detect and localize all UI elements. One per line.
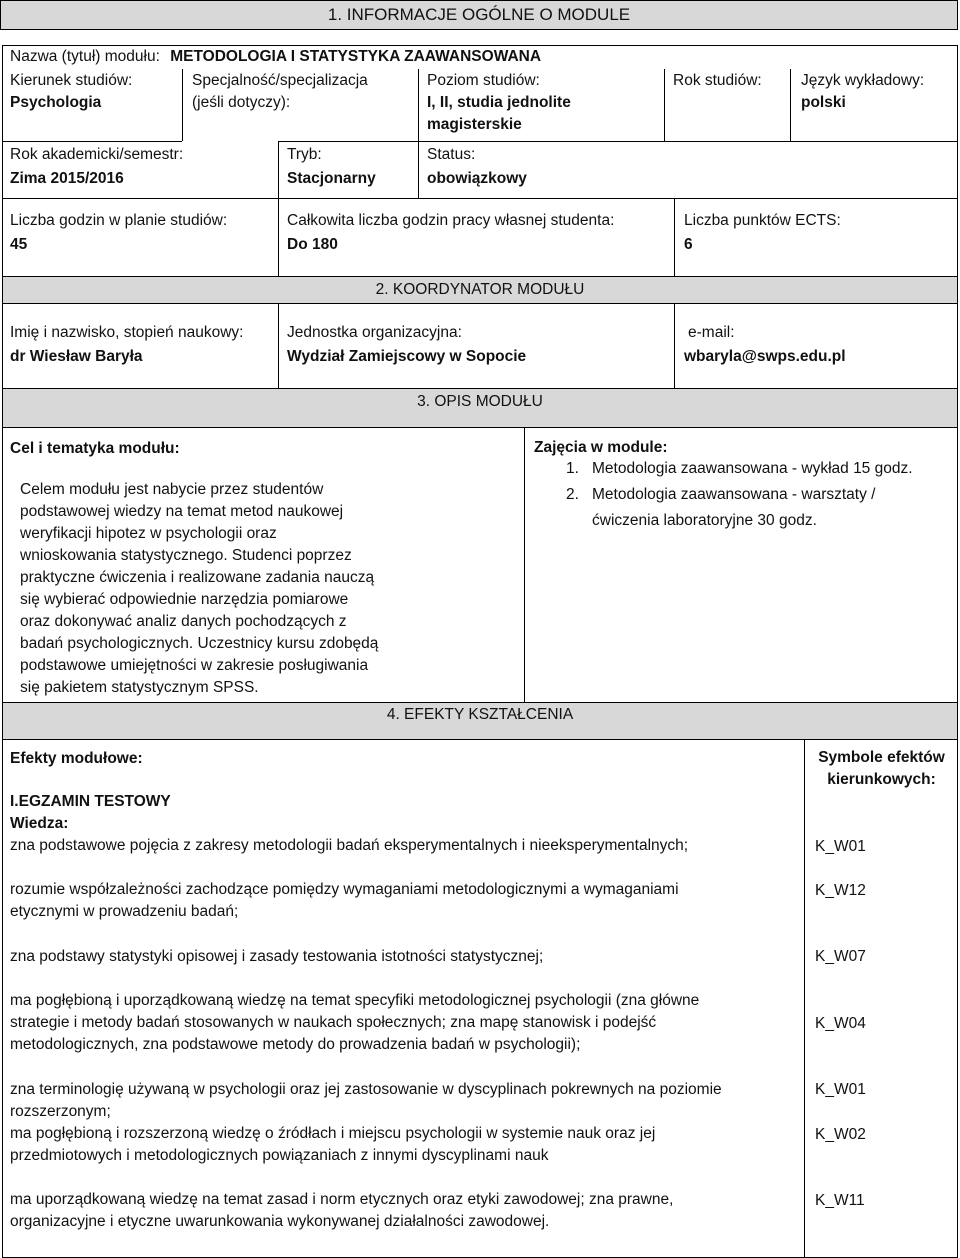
effect-symbol: K_W12 [815,882,866,899]
cel-line: weryfikacji hipotez w psychologii oraz [20,525,277,542]
zajecia-item [566,458,913,480]
poziom-cell [427,70,571,136]
status-label: Status: [427,146,476,163]
cel-label: Cel i tematyka modułu: [10,440,180,457]
poziom-value-cont: magisterskie [427,116,522,133]
module-name-value: METODOLOGIA I STATYSTYKA ZAAWANSOWANA [170,48,542,65]
zajecia-num: 1. [566,460,579,477]
effect-line: zna podstawowe pojęcia z zakresy metodologii badań eksperymentalnych i nieeksperymentalnych; [10,837,689,854]
coordinator-email-label: e-mail: [688,324,735,341]
cel-line: podstawowej wiedzy na temat metod naukowej [20,503,344,520]
praca-label: Całkowita liczba godzin pracy własnej studenta: [287,212,615,229]
cel-line: Celem modułu jest nabycie przez studentów [20,481,324,498]
cel-line: praktyczne ćwiczenia i realizowane zadania nauczą [20,569,375,586]
kierunek-value: Psychologia [10,94,102,111]
effect-line: zna podstawy statystyki opisowej i zasady testowania istotności statystycznej; [10,948,544,965]
jezyk-label: Język wykładowy: [801,72,925,89]
effect-item [10,1123,655,1167]
specjalnosc-label-note: (jeśli dotyczy): [192,94,291,111]
effect-item [10,1189,673,1233]
section-3-header [2,388,958,428]
divider [790,69,791,142]
effect-line: przedmiotowych i metodologicznych powiązaniach z innymi dyscyplinami nauk [10,1147,549,1164]
godziny-value: 45 [10,236,28,253]
ects-cell [684,210,841,256]
zajecia-label: Zajęcia w module: [534,439,668,456]
effect-line: ma uporządkowaną wiedzę na temat zasad i norm etycznych oraz etyki zawodowej; zna prawne, [10,1191,674,1208]
section-1-header [0,0,958,30]
effect-line: rozumie współzależności zachodzące pomiędzy wymaganiami metodologicznymi a wymaganiami [10,881,679,898]
cel-line: się pakietem statystycznym SPSS. [20,679,259,696]
status-value: obowiązkowy [427,170,527,187]
zajecia-num: 2. [566,486,579,503]
section-1-title: 1. INFORMACJE OGÓLNE O MODULE [327,5,631,24]
cel-text [20,479,378,699]
tryb-label: Tryb: [287,146,322,163]
ects-label: Liczba punktów ECTS: [684,212,841,229]
divider [804,739,805,1258]
divider [182,69,183,141]
rok-akad-cell [10,144,183,190]
egzamin-heading: I.EGZAMIN TESTOWY [10,793,171,810]
zajecia-text: Metodologia zaawansowana - warsztaty / [592,486,876,503]
status-cell [427,144,527,190]
effect-line: strategie i metody badań stosowanych w naukach społecznych; zna mapę stanowisk i podejść [10,1014,657,1031]
kierunek-cell [10,70,132,114]
divider [524,427,525,703]
effect-line: rozszerzonym; [10,1103,111,1120]
divider [278,303,279,389]
symbole-label-line: Symbole efektów [818,749,945,766]
jezyk-cell [801,70,924,114]
effect-symbol: K_W02 [815,1126,866,1143]
effect-item [10,990,699,1056]
section-4-header [2,702,958,740]
cel-line: podstawowe umiejętności w zakresie posługiwania [20,657,369,674]
cel-line: badań psychologicznych. Uczestnicy kursu zdobędą [20,635,379,652]
ects-value: 6 [684,236,693,253]
rok-studiow-cell [673,70,762,92]
specjalnosc-cell [192,70,368,114]
effect-symbol: K_W04 [815,1015,866,1032]
zajecia-item [566,484,876,506]
cel-line: wnioskowania statystycznego. Studenci poprzez [20,547,352,564]
effect-line: organizacyjne i etyczne uwarunkowania wykonywanej działalności zawodowej. [10,1213,550,1230]
effect-item [10,879,679,923]
effect-line: zna terminologię używaną w psychologii oraz jej zastosowanie w dyscyplinach pokrewnych na poziomie [10,1081,722,1098]
cel-line: się wybierać odpowiednie narzędzia pomiarowe [20,591,349,608]
effect-item [10,946,543,968]
effect-line: etycznymi w prowadzeniu badań; [10,903,239,920]
effect-item [10,835,688,857]
kierunek-label: Kierunek studiów: [10,72,133,89]
divider [418,69,419,198]
praca-cell [287,210,614,256]
zajecia-item-cont [592,510,817,532]
effect-symbol: K_W11 [815,1192,865,1209]
coordinator-unit-value: Wydział Zamiejscowy w Sopocie [287,348,527,365]
effect-symbol: K_W07 [815,948,866,965]
zajecia-text: ćwiczenia laboratoryjne 30 godz. [592,512,817,529]
coordinator-email-cell [684,322,846,368]
poziom-label: Poziom studiów: [427,72,540,89]
poziom-value: I, II, studia jednolite [427,94,571,111]
symbole-label-line: kierunkowych: [827,771,936,788]
divider [664,141,958,142]
divider [2,141,182,142]
zajecia-text: Metodologia zaawansowana - wykład 15 godz. [592,460,913,477]
divider [674,198,675,277]
effect-line: ma pogłębioną i uporządkowaną wiedzę na temat specyfiki metodologicznej psychologii (zna główne [10,992,700,1009]
godziny-label: Liczba godzin w planie studiów: [10,212,228,229]
jezyk-value: polski [801,94,846,111]
divider [278,141,664,142]
effect-line: ma pogłębioną i rozszerzoną wiedzę o źródłach i miejscu psychologii w systemie nauk oraz jej [10,1125,656,1142]
coordinator-unit-cell [287,322,526,368]
cel-line: oraz dokonywać analiz danych pochodzących z [20,613,347,630]
rok-studiow-label: Rok studiów: [673,72,762,89]
wiedza-heading: Wiedza: [10,815,69,832]
divider [674,303,675,389]
divider [2,198,958,199]
section-2-title: 2. KOORDYNATOR MODUŁU [375,281,585,298]
divider [664,69,665,142]
effect-item [10,1079,722,1123]
section-3-title: 3. OPIS MODUŁU [417,393,543,410]
godziny-cell [10,210,227,256]
tryb-value: Stacjonarny [287,170,376,187]
coordinator-name-value: dr Wiesław Baryła [10,348,143,365]
effect-symbol: K_W01 [815,1081,866,1098]
section-2-header [2,276,958,304]
section-4-title: 4. EFEKTY KSZTAŁCENIA [386,706,574,723]
tryb-cell [287,144,376,190]
module-name-row [10,46,541,68]
module-name-label: Nazwa (tytuł) modułu: [10,48,160,65]
coordinator-name-cell [10,322,243,368]
coordinator-name-label: Imię i nazwisko, stopień naukowy: [10,324,244,341]
effect-line: metodologicznych, zna podstawowe metody do prowadzenia badań w psychologii); [10,1036,581,1053]
symbole-label [805,747,958,791]
effect-symbol: K_W01 [815,838,866,855]
specjalnosc-label: Specjalność/specjalizacja [192,72,368,89]
divider [278,141,279,277]
coordinator-unit-label: Jednostka organizacyjna: [287,324,462,341]
efekty-label: Efekty modułowe: [10,750,143,767]
coordinator-email-value: wbaryla@swps.edu.pl [684,348,846,365]
praca-value: Do 180 [287,236,338,253]
rok-akad-label: Rok akademicki/semestr: [10,146,184,163]
rok-akad-value: Zima 2015/2016 [10,170,124,187]
